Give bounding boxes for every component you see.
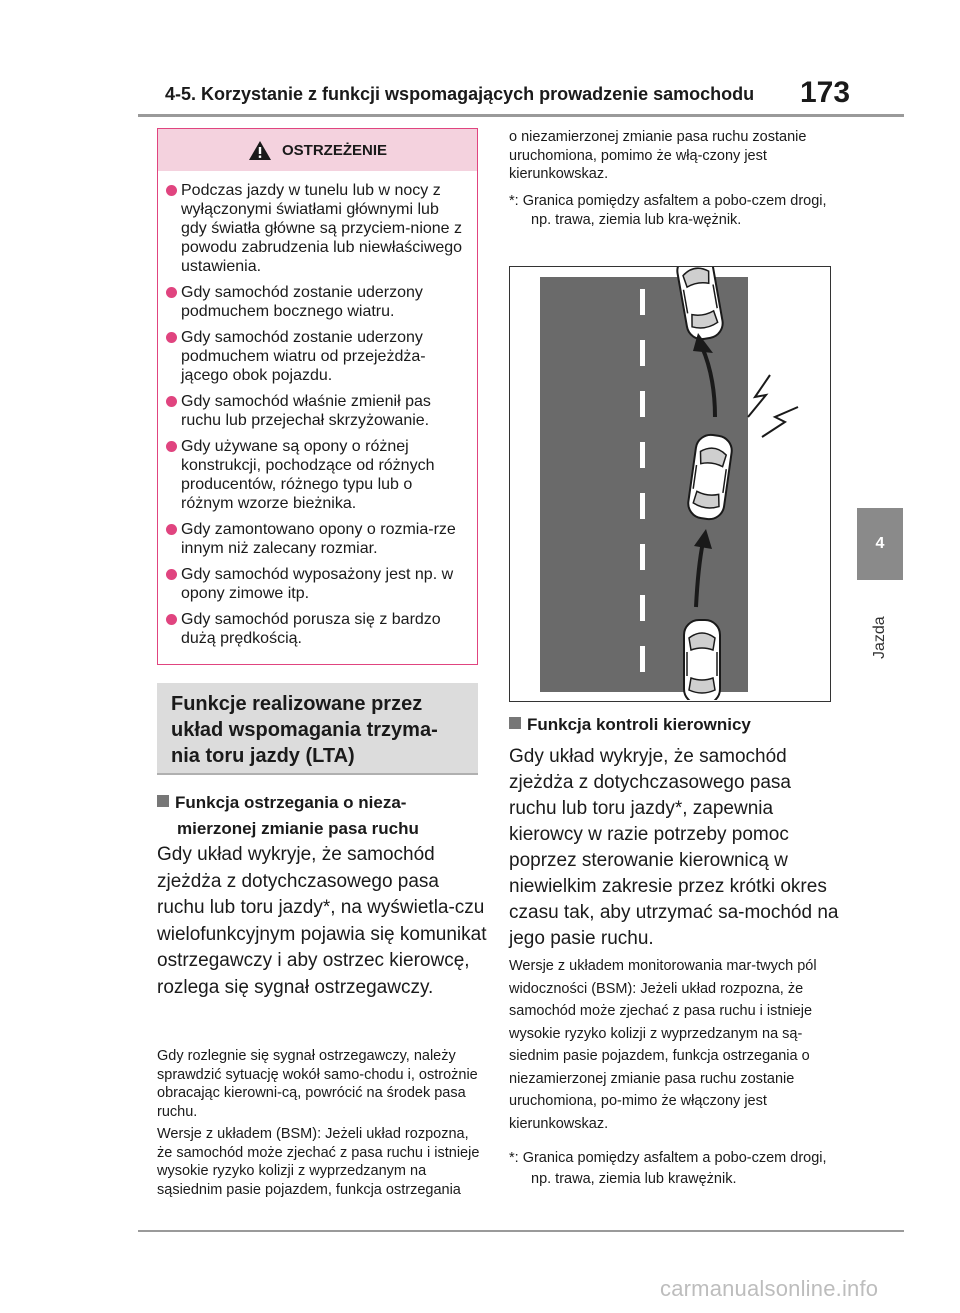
body-text-bsm-left: Wersje z układem (BSM): Jeżeli układ rozpozna, że samochód może zjechać z pasa ruchu i istnieje wysokie ryzyko kolizji z wyprzedzanym na sąsiednim pasie pojazdem, funkcja ostrzegania bbox=[157, 1126, 480, 1198]
warning-item: Podczas jazdy w tunelu lub w nocy z wyłączonymi światłami głównymi lub gdy światła główne są przyciem-nione z powodu zabrudzenia lub niewłaściwego ustawienia. bbox=[166, 181, 469, 276]
body-text-steering-function: Gdy układ wykryje, że samochód zjeżdża z dotychczasowego pasa ruchu lub toru jazdy*, zapewnia kierowcy w razie potrzeby pomoc poprzez sterowanie kierownicą w niewielkim zakresie przez krótki okres czasu tak, aby utrzymać sa-mochód na jego pasie ruchu. bbox=[509, 746, 839, 949]
subhead-steering-control: Funkcja kontroli kierownicy bbox=[509, 712, 839, 738]
page-number: 173 bbox=[800, 76, 851, 109]
lane-diagram-figure bbox=[509, 266, 831, 702]
warning-item: Gdy używane są opony o różnej konstrukcji, pochodzące od różnych producentów, różnego typu lub o różnym wzorze bieżnika. bbox=[166, 437, 469, 513]
bullet-dot-icon bbox=[166, 441, 177, 452]
footnote-boundary-2: *: Granica pomiędzy asfaltem a pobo-czem drogi, np. trawa, ziemia lub krawężnik. bbox=[509, 1150, 827, 1187]
bullet-dot-icon bbox=[166, 332, 177, 343]
footer-divider bbox=[138, 1230, 904, 1232]
square-bullet-icon bbox=[509, 717, 521, 729]
warning-item: Gdy samochód porusza się z bardzo dużą prędkością. bbox=[166, 610, 469, 648]
warning-item: Gdy zamontowano opony o rozmia-rze innym niż zalecany rozmiar. bbox=[166, 520, 469, 558]
chapter-tab-label: Jazda bbox=[871, 616, 888, 660]
warning-item: Gdy samochód właśnie zmienił pas ruchu lub przejechał skrzyżowanie. bbox=[166, 392, 469, 430]
warning-header bbox=[158, 129, 477, 171]
subhead-lane-departure-warning: Funkcja ostrzegania o nieza- mierzonej zmianie pasa ruchu bbox=[157, 790, 487, 842]
square-bullet-icon bbox=[157, 795, 169, 807]
bullet-dot-icon bbox=[166, 287, 177, 298]
bullet-dot-icon bbox=[166, 524, 177, 535]
page-header-title: 4-5. Korzystanie z funkcji wspomagających prowadzenie samochodu bbox=[165, 84, 755, 104]
body-text-warning-action: Gdy rozlegnie się sygnał ostrzegawczy, należy sprawdzić sytuację wokół samo-chodu i, ostrożnie obracając kierowni-cą, powrócić na środek pasa ruchu. bbox=[157, 1048, 478, 1120]
body-text-bsm-right: Wersje z układem monitorowania mar-twych pól widoczności (BSM): Jeżeli układ rozpozna, że samochód może zjechać z pasa ruchu i istnieje wysokie ryzyko kolizji z wyprzedzanym na są-siednim pasie pojazdem, funkcja ostrzegania o niezamierzonej zmianie pasa ruchu zostanie uruchomiona, po-mimo że włączony jest kierunkowskaz. bbox=[509, 958, 817, 1132]
warning-item: Gdy samochód zostanie uderzony podmuchem wiatru od przejeżdża-jącego obok pojazdu. bbox=[166, 328, 469, 385]
lane-diagram bbox=[510, 267, 829, 700]
watermark: carmanualsonline.info bbox=[660, 1276, 879, 1301]
body-text-continued: o niezamierzonej zmianie pasa ruchu zostanie uruchomiona, pomimo że włą-czony jest kierunkowskaz. bbox=[509, 129, 807, 182]
warning-title: OSTRZEŻENIE bbox=[281, 141, 387, 159]
header-divider bbox=[138, 114, 904, 117]
warning-item: Gdy samochód zostanie uderzony podmuchem bocznego wiatru. bbox=[166, 283, 469, 321]
bullet-dot-icon bbox=[166, 185, 177, 196]
warning-box bbox=[157, 128, 478, 665]
section-title: Funkcje realizowane przez układ wspomagania trzyma- nia toru jazdy (LTA) bbox=[157, 683, 478, 775]
body-text-warning-function: Gdy układ wykryje, że samochód zjeżdża z dotychczasowego pasa ruchu lub toru jazdy*, na wyświetla-czu wielofunkcyjnym pojawia się komunikat ostrzegawczy i aby ostrzec kierowcę, rozlega się sygnał ostrzegawczy. bbox=[157, 844, 487, 998]
impact-warning-icon bbox=[748, 375, 798, 437]
bullet-dot-icon bbox=[166, 569, 177, 580]
warning-triangle-icon bbox=[248, 140, 272, 161]
bullet-dot-icon bbox=[166, 614, 177, 625]
chapter-tab: 4 bbox=[857, 508, 903, 580]
warning-item: Gdy samochód wyposażony jest np. w opony zimowe itp. bbox=[166, 565, 469, 603]
bullet-dot-icon bbox=[166, 396, 177, 407]
car-behind-icon bbox=[684, 620, 720, 700]
warning-list bbox=[158, 171, 477, 648]
footnote-boundary-1: *: Granica pomiędzy asfaltem a pobo-czem drogi, np. trawa, ziemia lub kra-wężnik. bbox=[509, 193, 827, 228]
